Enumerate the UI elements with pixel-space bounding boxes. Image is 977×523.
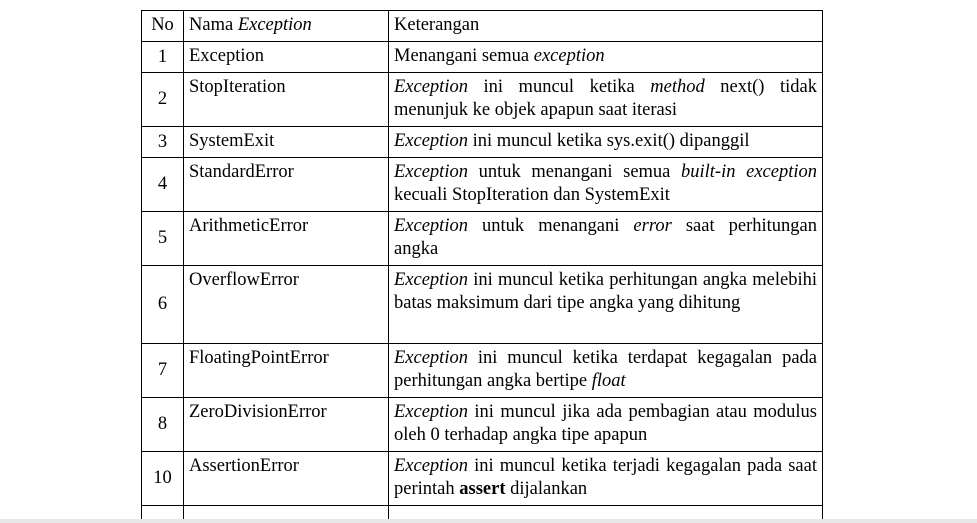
exception-name: FloatingPointError [184, 344, 389, 398]
exception-table [141, 10, 823, 523]
exception-description [389, 266, 823, 344]
description-segment: Exception [394, 77, 468, 97]
description-segment: exception [533, 46, 605, 66]
description-segment: ini muncul jika ada pembagian atau modulus oleh 0 terhadap angka tipe apapun [394, 402, 817, 445]
table-row [142, 212, 823, 266]
row-number: 4 [142, 158, 184, 212]
page-bottom-edge [0, 519, 977, 523]
description-segment: untuk menangani [467, 216, 634, 236]
description-segment: dijalankan [505, 479, 588, 499]
exception-description [389, 73, 823, 127]
exception-name: StandardError [184, 158, 389, 212]
description-segment: Exception [394, 402, 468, 422]
exception-name: SystemExit [184, 127, 389, 158]
description-segment: Exception [394, 131, 468, 151]
exception-description [389, 398, 823, 452]
description-segment: Exception [394, 270, 468, 290]
description-segment: kecuali StopIteration dan SystemExit [394, 185, 670, 205]
exception-description [389, 452, 823, 506]
description-segment: Exception [394, 162, 468, 182]
row-number: 10 [142, 452, 184, 506]
header-exception-name [184, 11, 389, 42]
row-number: 8 [142, 398, 184, 452]
table-row [142, 127, 823, 158]
exception-name: ZeroDivisionError [184, 398, 389, 452]
exception-name: ArithmeticError [184, 212, 389, 266]
description-segment: Exception [394, 216, 468, 236]
exception-description [389, 158, 823, 212]
description-segment: ini muncul ketika sys.exit() dipanggil [467, 131, 750, 151]
header-name-prefix: Nama [189, 15, 238, 35]
description-segment: method [650, 77, 705, 97]
row-number: 5 [142, 212, 184, 266]
description-segment: error [633, 216, 672, 236]
exception-description [389, 127, 823, 158]
header-name-italic: Exception [237, 15, 312, 35]
description-segment: ini muncul ketika [467, 77, 651, 97]
description-segment: float [591, 371, 626, 391]
description-segment: untuk menangani semua [467, 162, 682, 182]
description-segment: built-in exception [681, 162, 817, 182]
description-segment: next() tidak menunjuk ke objek apapun saat iterasi [394, 77, 817, 120]
exception-name: OverflowError [184, 266, 389, 344]
table-header-row [142, 11, 823, 42]
row-number: 1 [142, 42, 184, 73]
row-number: 6 [142, 266, 184, 344]
exception-name: Exception [184, 42, 389, 73]
table-row [142, 398, 823, 452]
description-segment: ini muncul ketika terdapat kegagalan pada perhitungan angka bertipe [394, 348, 817, 391]
description-segment: ini muncul ketika perhitungan angka melebihi batas maksimum dari tipe angka yang dihitung [394, 270, 817, 313]
row-number: 7 [142, 344, 184, 398]
row-number: 2 [142, 73, 184, 127]
header-description: Keterangan [389, 11, 823, 42]
table-row [142, 344, 823, 398]
description-segment: ini muncul ketika terjadi kegagalan pada saat perintah [394, 456, 817, 499]
description-segment: saat perhitungan angka [394, 216, 817, 259]
exception-description [389, 42, 823, 73]
table-row [142, 266, 823, 344]
exception-description [389, 212, 823, 266]
table-row [142, 158, 823, 212]
table-row [142, 452, 823, 506]
description-segment: assert [459, 479, 506, 499]
exception-description [389, 344, 823, 398]
header-no: No [142, 11, 184, 42]
table-row [142, 42, 823, 73]
description-segment: Exception [394, 456, 468, 476]
table-row [142, 73, 823, 127]
row-number: 3 [142, 127, 184, 158]
description-segment: Exception [394, 348, 468, 368]
exception-name: AssertionError [184, 452, 389, 506]
description-segment: Menangani semua [394, 46, 534, 66]
exception-name: StopIteration [184, 73, 389, 127]
